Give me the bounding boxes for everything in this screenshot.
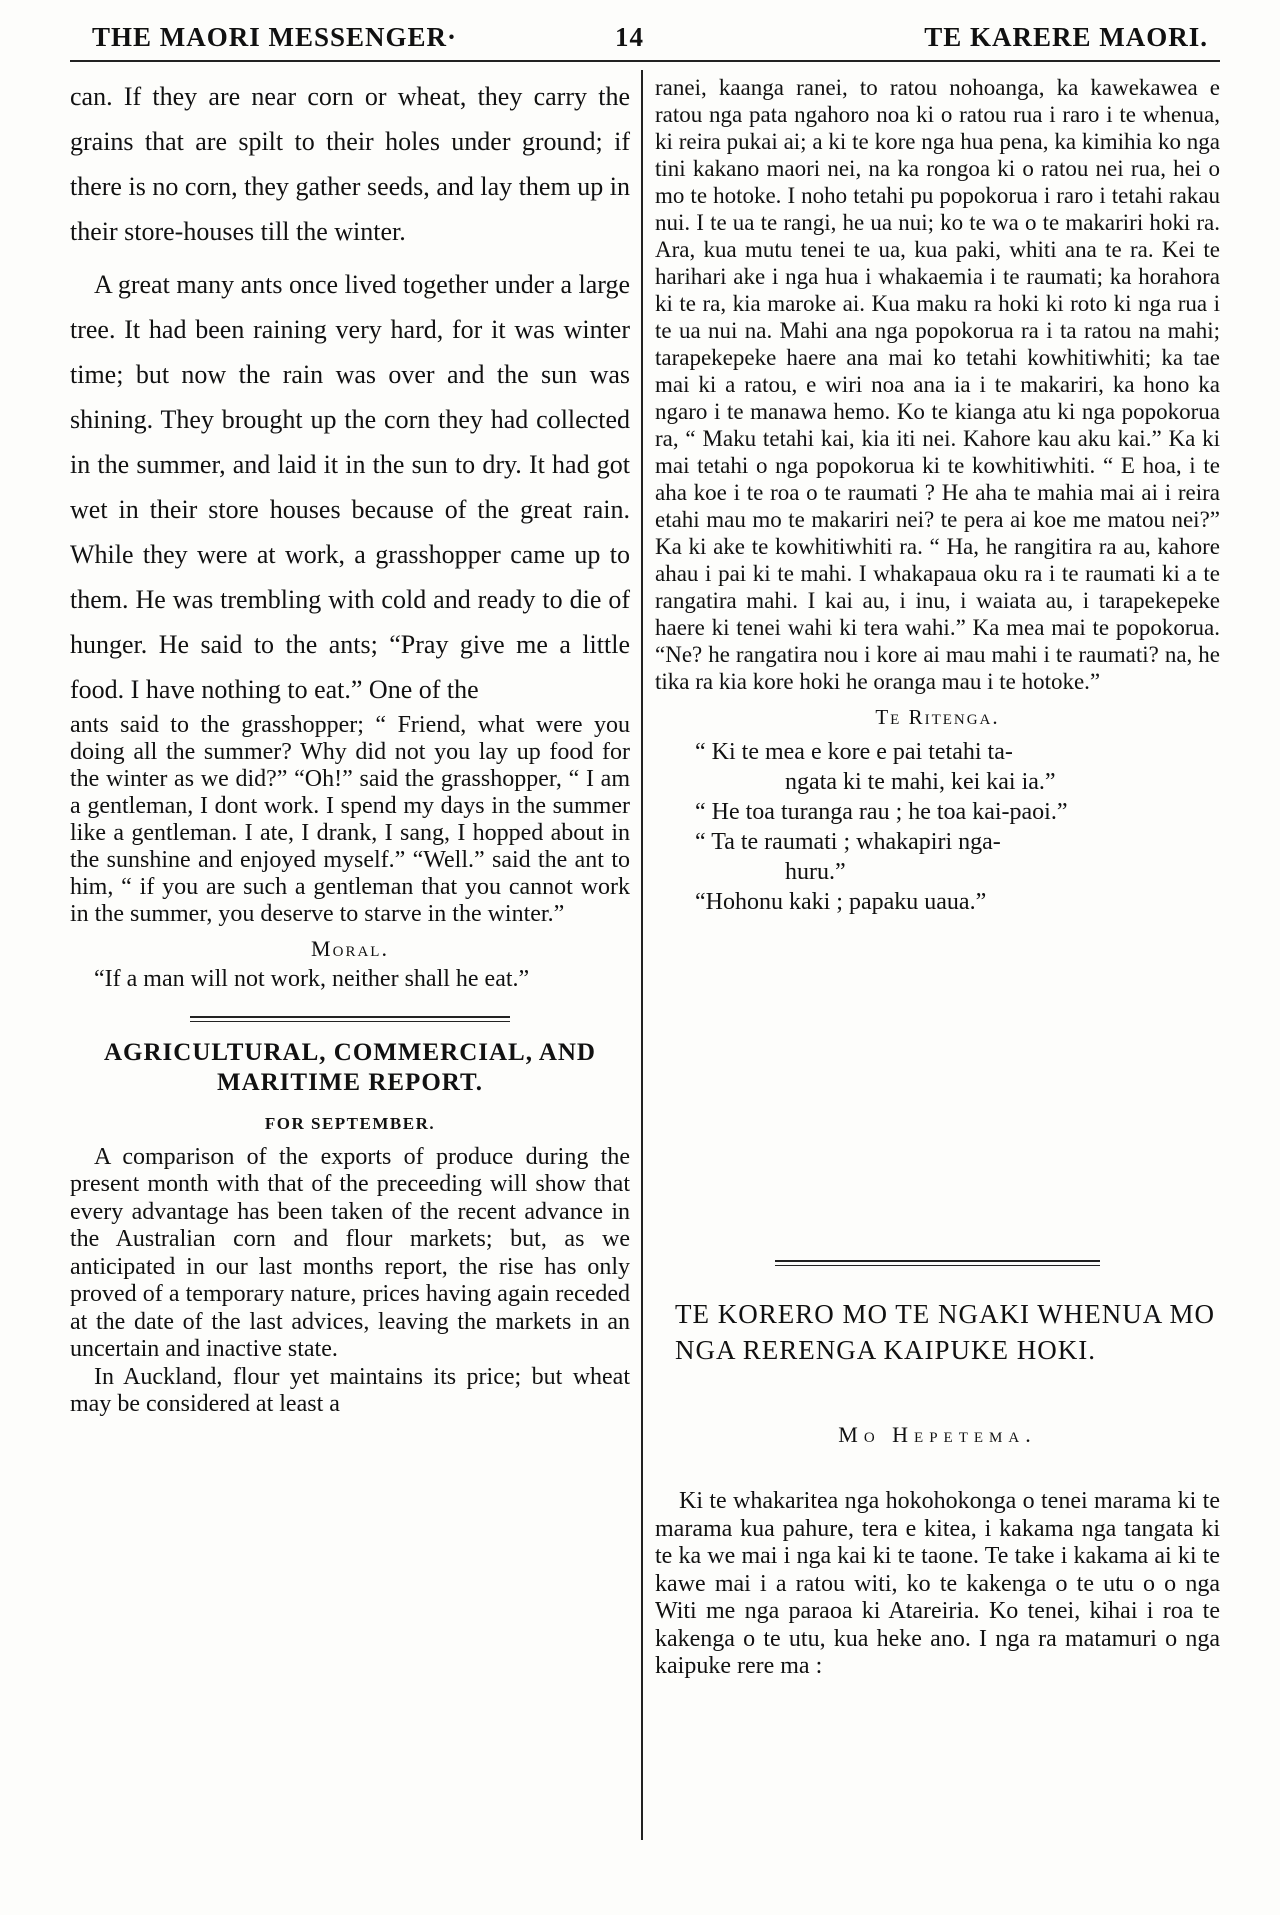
maori-fable-paragraph: ranei, kaanga ranei, to ratou nohoanga, ka kawekawea e ratou nga pata ngahoro noa ki o ratou rua i raro i te whenua, ki reira pukai ai; a ki te kore nga hua pena, ka kimihia ko nga tini kakano maori nei, na ka rongoa ki o ratou nei rua, hei o mo te hotoke. I noho tetahi pu popokorua i raro i tetahi rakau nui. I te ua te rangi, he ua nui; ko te wa o te makariri hoki ra. Ara, kua mutu tenei te ua, kua paki, whiti ana te ra. Kei te harihari ake i nga hua i whakaemia i te raumati; ka horahora ki te ra, kia maroke ai. Kua maku ra hoki ki roto ki nga rua i te ua nui na. Mahi ana nga popokorua ra i ta ratou na mahi; tarapekepeke haere ana mai ko tetahi kowhitiwhiti; ka tae mai ki a ratou, e wiri noa ana ia i te makariri, ka hono ka ngaro i te manawa hemo. Ko te kianga atu ki nga popokorua ra, “ Maku tetahi kai, kia iti nei. Kahore kau aku kai.” Ka ki mai tetahi o nga popokorua ki te kowhitiwhiti. “ E hoa, i te aha koe i te roa o te raumati ? He aha te mahia mai ai i reira etahi mau mo te makariri nei? te pera ai koe me matou nei?” Ka ki ake te kowhitiwhiti ra. “ Ha, he rangitira ra au, kahore ahau i pai ki te mahi. I whakapaua oku ra i te raumati ki a te rangatira mahi. I kai au, i inu, i waiata au, i tarapekepeke haere ki tenei wahi ki tera wahi.” Ka mea mai te popokorua. “Ne? he rangatira nou i kore ai mau mahi i te raumati? na, he tika ra kia kore hoki he oranga mau i te hotoke.” [655,75,1220,694]
fable-paragraph-3: ants said to the grasshopper; “ Friend, what were you doing all the summer? Why did not you lay up food for the winter as we did?” “Oh!” said the grasshopper, “ I am a gentleman, I dont work. I spend my days in the summer like a gentleman. I ate, I drank, I sang, I hopped about in the sunshine and enjoyed myself.” “Well.” said the ant to him, “ if you are such a gentleman that you cannot work in the summer, you deserve to starve in the winter.” [70,712,630,927]
maori-report-title: TE KORERO MO TE NGAKI WHENUA MO NGA RERENGA KAIPUKE HOKI. [675,1299,1215,1365]
report-subtitle: FOR SEPTEMBER. [264,1113,436,1133]
maori-report-section [655,1260,1220,1705]
proverb-1b: ngata ki te mahi, kei kai ia.” [785,769,1056,795]
proverbs-list [655,738,1220,916]
ritenga-heading: Te Ritenga. [875,705,1000,729]
masthead-english-title: THE MAORI MESSENGER· [92,22,458,52]
proverb-3b: huru.” [785,859,846,885]
maori-section-rule [775,1260,1100,1266]
header-rule [70,60,1220,62]
left-column [70,74,630,1419]
maori-report-subtitle: Mo Hepetema. [838,1422,1037,1447]
fable-paragraph-2: A great many ants once lived together under a large tree. It had been raining very hard, for it was winter time; but now the rain was over and the sun was shining. They brought up the corn they had collected in the summer, and laid it in the sun to dry. It had got wet in their store houses because of the great rain. While they were at work, a grasshopper came up to them. He was trembling with cold and ready to die of hunger. He said to the ants; “Pray give me a little food. I have nothing to eat.” One of the [70,270,630,704]
masthead-maori-title: TE KARERE MAORI. [924,22,1208,52]
section-rule [190,1016,510,1022]
report-title: AGRICULTURAL, COMMERCIAL, AND MARITIME REPORT. [103,1038,596,1096]
fable-paragraph-1: can. If they are near corn or wheat, they carry the grains that are spilt to their holes under ground; if there is no corn, they gather seeds, and lay them up in their store-houses till the winter. [70,82,630,246]
column-divider [641,70,643,1840]
proverb-2: “ He toa turanga rau ; he toa kai-paoi.” [695,799,1068,825]
proverb-1a: “ Ki te mea e kore e pai tetahi ta- [695,739,1013,765]
report-paragraph-1: A comparison of the exports of produce during the present month with that of the preceeding will show that every advantage has been taken of the recent advance in the Australian corn and flour markets; but, as we anticipated in our last months report, the rise has only proved of a temporary nature, prices having again receded at the date of the last advices, leaving the markets in an uncertain and inactive state. [70,1143,630,1362]
moral-text: “If a man will not work, neither shall he eat.” [94,966,530,992]
masthead [70,14,1220,64]
maori-report-paragraph: Ki te whakaritea nga hokohokonga o tenei marama ki te marama kua pahure, tera e kitea, i kakama nga tangata ki te ka we mai i nga kai ki te taone. Te take i kakama ai ki te kawe mai i a ratou witi, ko te kakenga o te utu o o nga Witi me nga paraoa ki Atareiria. Ko tenei, kihai i roa te kakenga o te utu, kua heke ano. I nga ra matamuri o nga kaipuke rere ma : [655,1488,1220,1679]
right-column [655,74,1220,918]
page-number: 14 [615,22,644,52]
moral-heading: Moral. [311,936,389,961]
report-paragraph-2: In Auckland, flour yet maintains its price; but wheat may be considered at least a [70,1363,630,1417]
proverb-3a: “ Ta te raumati ; whakapiri nga- [695,829,1001,855]
proverb-4: “Hohonu kaki ; papaku uaua.” [695,889,987,915]
